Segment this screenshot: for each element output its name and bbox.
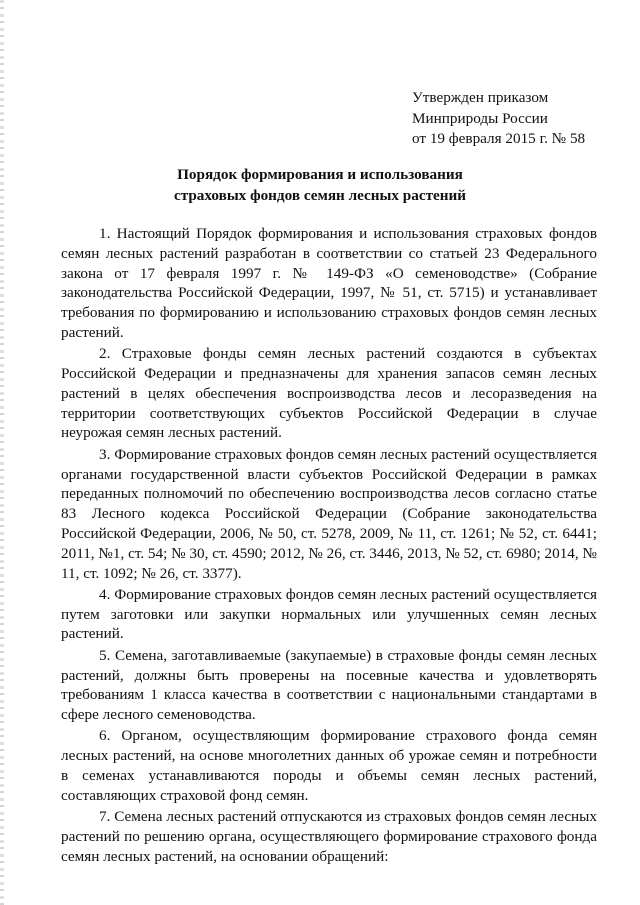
document-title: [60, 164, 580, 206]
paragraph-4: 4. Формирование страховых фондов семян лесных растений осуществляется путем заготовки или закупки нормальных или улучшенных семян лесных растений.: [61, 585, 597, 643]
paragraph-2: 2. Страховые фонды семян лесных растений создаются в субъектах Российской Федерации и предназначены для хранения запасов семян лесных растений в целях обеспечения воспроизводства лесов и лесоразведения на территории соответствующих субъектов Российской Федерации в случае неурожая семян лесных растений.: [61, 345, 597, 442]
title-line-1: Порядок формирования и использования: [177, 166, 463, 183]
scan-edge-artifact: [0, 0, 4, 905]
approval-line-1: Утвержден приказом: [412, 89, 549, 106]
title-line-2: страховых фондов семян лесных растений: [173, 187, 467, 204]
approval-line-3: от 19 февраля 2015 г. № 58: [412, 130, 586, 147]
paragraph-6: 6. Органом, осуществляющим формирование страхового фонда семян лесных растений, на основе многолетних данных об урожае семян и потребности в семенах устанавливаются породы и объемы семян лесных растений, составляющих страховой фонд семян.: [61, 727, 597, 804]
approval-line-2: Минприроды России: [412, 109, 548, 127]
paragraph-5: 5. Семена, заготавливаемые (закупаемые) в страховые фонды семян лесных растений, должны быть проверены на посевные качества и удовлетворять требованиям 1 класса качества в соответствии с национальными стандартами в сфере лесного семеноводства.: [61, 646, 597, 724]
approval-stamp: [412, 88, 612, 150]
paragraph-1: 1. Настоящий Порядок формирования и использования страховых фондов семян лесных растений разработан в соответствии со статьей 23 Федерального закона от 17 февраля 1997 г. № 149-ФЗ «О семеноводстве» (Собрание законодательства Российской Федерации, 1997, № 51, ст. 5715) и устанавливает требования по формированию и использованию страховых фондов семян лесных растений.: [61, 225, 597, 341]
document-body: [61, 224, 597, 868]
paragraph-3: 3. Формирование страховых фондов семян лесных растений осуществляется органами государственной власти субъектов Российской Федерации в рамках переданных полномочий по обеспечению воспроизводства лесов согласно статье 83 Лесного кодекса Российской Федерации (Собрание законодательства Российской Федерации, 2006, № 50, ст. 5278, 2009, № 11, ст. 1261; № 52, ст. 6441; 2011, №1, ст. 54; № 30, ст. 4590; 2012, № 26, ст. 3446, 2013, № 52, ст. 6980; 2014, № 11, ст. 1092; № 26, ст. 3377).: [61, 445, 597, 582]
paragraph-7: 7. Семена лесных растений отпускаются из страховых фондов семян лесных растений по решению органа, осуществляющего формирование страхового фонда семян лесных растений, на основании обращений:: [61, 808, 597, 865]
